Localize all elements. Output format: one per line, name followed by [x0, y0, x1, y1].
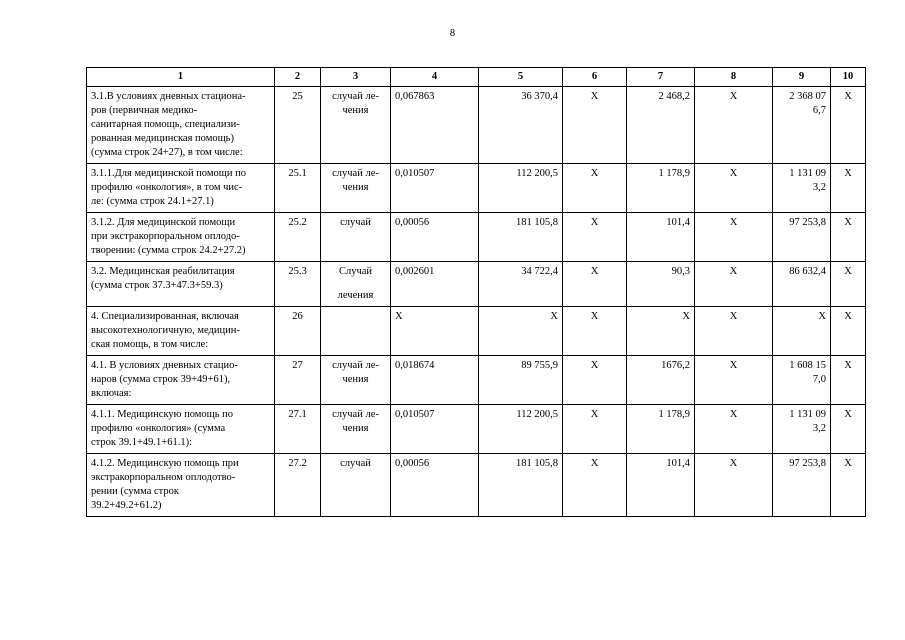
cell-col7: 1 178,9 [627, 405, 695, 454]
cell-name [87, 213, 275, 262]
cell-line: (сумма строк 24+27), в том числе: [91, 147, 243, 158]
cell-volume: 0,018674 [391, 356, 479, 405]
cell-col10: Х [831, 307, 866, 356]
cell-volume: 0,00056 [391, 454, 479, 517]
cell-line: 2 368 07 [789, 91, 826, 102]
cell-col6: Х [563, 164, 627, 213]
cell-col9 [773, 307, 831, 356]
cell-unit [321, 213, 391, 262]
table-row [87, 356, 866, 405]
cell-col10: Х [831, 405, 866, 454]
cell-line: ле: (сумма строк 24.1+27.1) [91, 196, 214, 207]
cell-line: чения [342, 105, 369, 116]
cell-col6: Х [563, 87, 627, 164]
cell-col10: Х [831, 262, 866, 307]
cell-col8: Х [695, 307, 773, 356]
cell-line: 1 131 09 [789, 409, 826, 420]
column-header-6: 6 [563, 68, 627, 87]
cell-line: 4.1.2. Медицинскую помощь при [91, 458, 239, 469]
cell-cost: 112 200,5 [479, 164, 563, 213]
header-row [87, 68, 866, 87]
cell-line: 1 131 09 [789, 168, 826, 179]
cell-line: случай [340, 217, 371, 228]
cell-line: случай [340, 458, 371, 469]
cell-name [87, 87, 275, 164]
cell-line: 3.1.В условиях дневных стациона- [91, 91, 246, 102]
cell-line: 86 632,4 [789, 266, 826, 277]
cell-line: 4. Специализированная, включая [91, 311, 239, 322]
column-header-7: 7 [627, 68, 695, 87]
cell-line: чения [342, 182, 369, 193]
column-header-1: 1 [87, 68, 275, 87]
cell-line: 3.1.2. Для медицинской помощи [91, 217, 236, 228]
column-header-4: 4 [391, 68, 479, 87]
cell-line-code: 25.3 [275, 262, 321, 307]
table-row [87, 87, 866, 164]
cell-col6: Х [563, 262, 627, 307]
cell-col6: Х [563, 454, 627, 517]
cell-line: профилю «онкология», в том чис- [91, 182, 243, 193]
cell-col8: Х [695, 454, 773, 517]
cell-line: 4.1. В условиях дневных стацио- [91, 360, 238, 371]
cell-unit [321, 454, 391, 517]
column-header-2: 2 [275, 68, 321, 87]
cell-cost: 36 370,4 [479, 87, 563, 164]
cell-col10: Х [831, 213, 866, 262]
table-row [87, 213, 866, 262]
table-row [87, 405, 866, 454]
cell-line: 1 608 15 [789, 360, 826, 371]
cell-cost: 34 722,4 [479, 262, 563, 307]
cell-volume: 0,002601 [391, 262, 479, 307]
cell-line: 3.2. Медицинская реабилитация [91, 266, 235, 277]
page-number: 8 [449, 28, 456, 39]
column-header-10: 10 [831, 68, 866, 87]
cell-line-code: 25.1 [275, 164, 321, 213]
cell-col6: Х [563, 213, 627, 262]
cell-line-code: 26 [275, 307, 321, 356]
cell-col7: 90,3 [627, 262, 695, 307]
cell-col9 [773, 356, 831, 405]
cell-line: (сумма строк 37.3+47.3+59.3) [91, 280, 223, 291]
cell-cost: 112 200,5 [479, 405, 563, 454]
column-header-8: 8 [695, 68, 773, 87]
cell-col6: Х [563, 356, 627, 405]
cell-line: профилю «онкология» (сумма [91, 423, 226, 434]
cell-name [87, 454, 275, 517]
cell-line: 97 253,8 [789, 217, 826, 228]
cell-col6: Х [563, 307, 627, 356]
cell-unit [321, 405, 391, 454]
cell-col9 [773, 454, 831, 517]
table-body [87, 87, 866, 517]
cell-line: ская помощь, в том числе: [91, 339, 209, 350]
cell-name [87, 164, 275, 213]
cell-unit [321, 356, 391, 405]
cell-name [87, 307, 275, 356]
column-header-3: 3 [321, 68, 391, 87]
cell-col7: 1 178,9 [627, 164, 695, 213]
cell-cost: 181 105,8 [479, 454, 563, 517]
cell-line: 3,2 [812, 182, 826, 193]
cell-line-code: 25.2 [275, 213, 321, 262]
cell-line: 97 253,8 [789, 458, 826, 469]
cell-line: рованная медицинская помощь) [91, 133, 234, 144]
column-header-5: 5 [479, 68, 563, 87]
cell-line: чения [342, 423, 369, 434]
cell-line: чения [342, 374, 369, 385]
cell-col10: Х [831, 164, 866, 213]
cell-line-code: 27.2 [275, 454, 321, 517]
cell-col9 [773, 405, 831, 454]
cell-col6: Х [563, 405, 627, 454]
cell-col8: Х [695, 87, 773, 164]
cell-name [87, 262, 275, 307]
cell-line: 3.1.1.Для медицинской помощи по [91, 168, 246, 179]
table-row [87, 164, 866, 213]
cell-line: Х [818, 311, 826, 322]
cell-volume: 0,010507 [391, 164, 479, 213]
cell-line: санитарная помощь, специализи- [91, 119, 240, 130]
cell-line: при экстракорпоральном оплодо- [91, 231, 240, 242]
cell-line-code: 27.1 [275, 405, 321, 454]
cell-name [87, 405, 275, 454]
cell-col7: 2 468,2 [627, 87, 695, 164]
cell-line: 3,2 [812, 423, 826, 434]
cell-line: экстракорпоральном оплодотво- [91, 472, 236, 483]
cell-volume: 0,067863 [391, 87, 479, 164]
cell-cost: 89 755,9 [479, 356, 563, 405]
cell-line: ров (первичная медико- [91, 105, 198, 116]
cell-line: строк 39.1+49.1+61.1): [91, 437, 192, 448]
column-header-9: 9 [773, 68, 831, 87]
cell-col8: Х [695, 262, 773, 307]
cell-line: рении (сумма строк [91, 486, 180, 497]
cell-line: высокотехнологичную, медицин- [91, 325, 240, 336]
cell-col7: Х [627, 307, 695, 356]
cell-line-code: 25 [275, 87, 321, 164]
cell-line: 6,7 [812, 105, 826, 116]
cell-line: случай ле- [332, 168, 379, 179]
cell-line: 39.2+49.2+61.2) [91, 500, 162, 511]
cell-col7: 1676,2 [627, 356, 695, 405]
cell-line: 7,0 [812, 374, 826, 385]
cell-line: случай ле- [332, 409, 379, 420]
cell-unit [321, 164, 391, 213]
cell-col10: Х [831, 356, 866, 405]
cell-volume: 0,010507 [391, 405, 479, 454]
cell-line: Случай [338, 266, 373, 277]
cell-name [87, 356, 275, 405]
cell-line: включая: [91, 388, 132, 399]
cell-col9 [773, 87, 831, 164]
cell-unit [321, 262, 391, 307]
cell-line: наров (сумма строк 39+49+61), [91, 374, 231, 385]
cell-col7: 101,4 [627, 213, 695, 262]
cell-line: 4.1.1. Медицинскую помощь по [91, 409, 234, 420]
cell-col8: Х [695, 405, 773, 454]
cell-line-code: 27 [275, 356, 321, 405]
cell-col10: Х [831, 87, 866, 164]
cell-unit [321, 87, 391, 164]
cell-col8: Х [695, 356, 773, 405]
cell-col9 [773, 262, 831, 307]
cell-line: лечения [337, 290, 374, 301]
cell-line: творении: (сумма строк 24.2+27.2) [91, 245, 246, 256]
data-table [86, 67, 866, 517]
cell-col8: Х [695, 213, 773, 262]
cell-unit [321, 307, 391, 356]
table-row [87, 307, 866, 356]
cell-col9 [773, 213, 831, 262]
cell-col8: Х [695, 164, 773, 213]
table-row [87, 262, 866, 307]
table-header [87, 68, 866, 87]
cell-cost: 181 105,8 [479, 213, 563, 262]
cell-line: случай ле- [332, 360, 379, 371]
cell-cost: Х [479, 307, 563, 356]
cell-volume: Х [391, 307, 479, 356]
cell-volume: 0,00056 [391, 213, 479, 262]
cell-col10: Х [831, 454, 866, 517]
cell-col7: 101,4 [627, 454, 695, 517]
table-row [87, 454, 866, 517]
cell-line: случай ле- [332, 91, 379, 102]
cell-col9 [773, 164, 831, 213]
